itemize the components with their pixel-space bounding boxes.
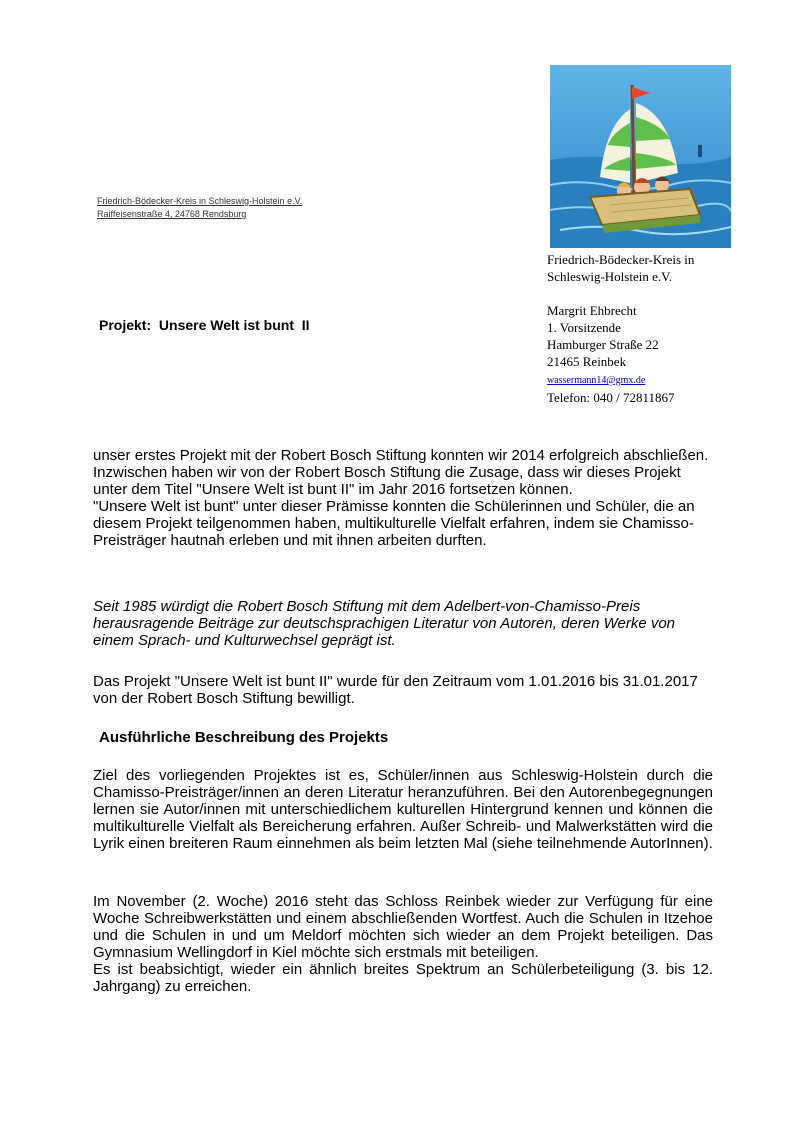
letterhead-org-line1: Friedrich-Bödecker-Kreis in — [547, 252, 695, 267]
sender-address — [97, 195, 302, 221]
description-section — [93, 893, 713, 995]
chamisso-quote: Seit 1985 würdigt die Robert Bosch Stiftung mit dem Adelbert-von-Chamisso-Preis herausragende Beiträge zur deutschsprachigen Literatur von Autoren, deren Werke von einem Sprach- und Kulturwechsel geprägt ist. — [93, 598, 676, 649]
letterhead-org-line2: Schleswig-Holstein e.V. — [547, 269, 673, 284]
letterhead — [547, 251, 747, 406]
section-heading: Ausführliche Beschreibung des Projekts — [99, 729, 389, 746]
sender-org: Friedrich-Bödecker-Kreis in Schleswig-Holstein e.V. — [97, 196, 303, 206]
description-paragraph-3: Es ist beabsichtigt, wieder ein ähnlich breites Spektrum an Schülerbeteiligung (3. bis 12. Jahrgang) zu erreichen. — [93, 961, 713, 995]
letterhead-phone: Telefon: 040 / 72811867 — [547, 390, 675, 405]
book-boat-illustration — [550, 65, 731, 248]
letterhead-role: 1. Vorsitzende — [547, 320, 621, 335]
description-paragraph-2: Im November (2. Woche) 2016 steht das Schloss Reinbek wieder zur Verfügung für eine Woche Schreibwerkstätten und einem abschließenden Wortfest. Auch die Schulen in Itzehoe und die Schulen in und um Meldorf möchten sich wieder an dem Projekt beteiligen. Das Gymnasium Wellingdorf in Kiel möchte sich erstmals mit beteiligen. — [93, 893, 713, 961]
intro-section — [93, 447, 713, 549]
description-paragraph-1: Ziel des vorliegenden Projektes ist es, Schüler/innen aus Schleswig-Holstein durch die Chamisso-Preisträger/innen an deren Literatur heranzuführen. Bei den Autorenbegegnungen lernen sie Autor/innen mit unterschiedlichem kulturellen Hintergrund kennen und können die multikulturelle Vielfalt als Bereicherung erfahren. Außer Schreib- und Malwerkstätten wird die Lyrik einen breiteren Raum einnehmen als beim letzten Mal (siehe teilnehmende AutorInnen). — [93, 767, 713, 852]
intro-paragraph-2: "Unsere Welt ist bunt" unter dieser Prämisse konnten die Schülerinnen und Schüler, die an diesem Projekt teilgenommen haben, multikulturelle Vielfalt erfahren, indem sie Chamisso-Preisträger hautnah erleben und mit ihnen arbeiten durften. — [93, 498, 695, 549]
intro-paragraph-3: Das Projekt "Unsere Welt ist bunt II" wurde für den Zeitraum vom 1.01.2016 bis 31.01.2017 von der Robert Bosch Stiftung bewilligt. — [93, 673, 698, 707]
sender-street: Raiffeisenstraße 4, 24768 Rendsburg — [97, 209, 247, 219]
intro-paragraph-1: unser erstes Projekt mit der Robert Bosch Stiftung konnten wir 2014 erfolgreich abschließen. Inzwischen haben wir von der Robert Bosch Stiftung die Zusage, dass wir dieses Projekt unter dem Titel "Unsere Welt ist bunt II" im Jahr 2016 fortsetzen können. — [93, 447, 709, 498]
letterhead-city: 21465 Reinbek — [547, 354, 627, 369]
project-title: Projekt: Unsere Welt ist bunt II — [99, 317, 310, 333]
letterhead-street: Hamburger Straße 22 — [547, 337, 659, 352]
email-link[interactable]: wassermann14@gmx.de — [547, 375, 646, 386]
book-boat-drawing — [550, 65, 731, 248]
letterhead-name: Margrit Ehbrecht — [547, 303, 637, 318]
